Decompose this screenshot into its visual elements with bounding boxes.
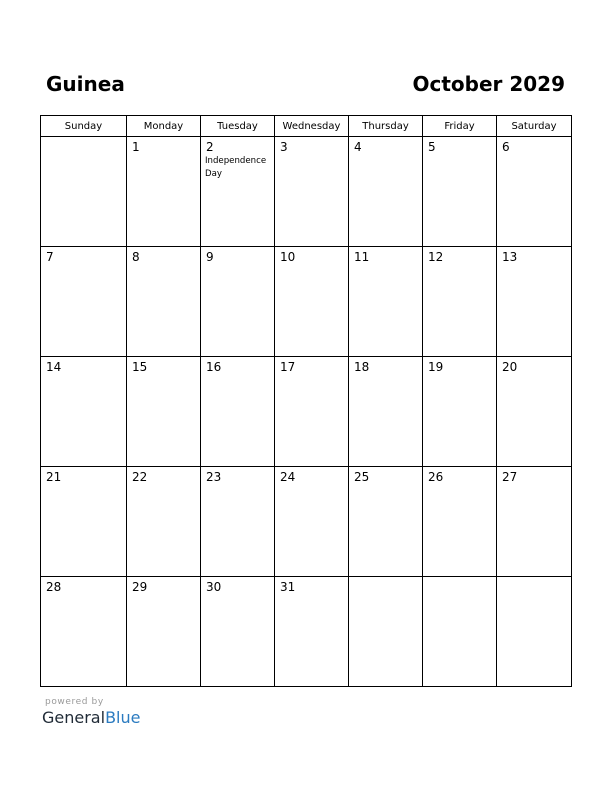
day-cell bbox=[41, 357, 127, 467]
day-cell bbox=[41, 467, 127, 577]
week-row bbox=[41, 467, 572, 577]
day-number: 16 bbox=[206, 360, 222, 374]
weekday-header-friday: Friday bbox=[423, 116, 497, 137]
weekday-header-row bbox=[41, 116, 572, 137]
day-number: 19 bbox=[428, 360, 444, 374]
day-cell bbox=[349, 247, 423, 357]
week-row bbox=[41, 247, 572, 357]
calendar-grid bbox=[40, 115, 572, 687]
day-cell bbox=[497, 357, 572, 467]
day-number bbox=[349, 577, 422, 580]
weekday-header-saturday: Saturday bbox=[497, 116, 572, 137]
generalblue-logo bbox=[42, 708, 140, 728]
day-cell bbox=[349, 357, 423, 467]
day-number bbox=[423, 577, 496, 580]
weekday-header-sunday: Sunday bbox=[41, 116, 127, 137]
weekday-header-thursday: Thursday bbox=[349, 116, 423, 137]
day-number: 28 bbox=[46, 580, 62, 594]
day-cell bbox=[41, 137, 127, 247]
month-year-title: October 2029 bbox=[412, 72, 565, 96]
day-number: 9 bbox=[206, 250, 214, 264]
day-number: 10 bbox=[280, 250, 296, 264]
day-cell bbox=[201, 137, 275, 247]
day-number: 6 bbox=[502, 140, 510, 154]
day-number: 11 bbox=[354, 250, 370, 264]
day-cell bbox=[201, 357, 275, 467]
day-cell bbox=[127, 467, 201, 577]
weekday-header-wednesday: Wednesday bbox=[275, 116, 349, 137]
day-number: 20 bbox=[502, 360, 518, 374]
day-number: 27 bbox=[502, 470, 518, 484]
day-cell bbox=[423, 357, 497, 467]
day-cell bbox=[127, 357, 201, 467]
day-number bbox=[41, 137, 126, 140]
day-number: 18 bbox=[354, 360, 370, 374]
week-row bbox=[41, 577, 572, 687]
day-cell bbox=[41, 247, 127, 357]
day-cell bbox=[349, 577, 423, 687]
day-number: 21 bbox=[46, 470, 62, 484]
day-cell bbox=[349, 467, 423, 577]
day-cell bbox=[423, 247, 497, 357]
day-number: 3 bbox=[280, 140, 288, 154]
country-title: Guinea bbox=[46, 72, 125, 96]
day-number: 13 bbox=[502, 250, 518, 264]
holiday-label: Independence Day bbox=[205, 156, 267, 179]
day-cell bbox=[201, 467, 275, 577]
day-number bbox=[497, 577, 571, 580]
day-number: 25 bbox=[354, 470, 370, 484]
day-number: 7 bbox=[46, 250, 54, 264]
day-number: 24 bbox=[280, 470, 296, 484]
day-cell bbox=[127, 577, 201, 687]
day-cell bbox=[349, 137, 423, 247]
day-cell bbox=[41, 577, 127, 687]
day-number: 23 bbox=[206, 470, 222, 484]
day-cell bbox=[497, 247, 572, 357]
weekday-header-tuesday: Tuesday bbox=[201, 116, 275, 137]
day-cell bbox=[275, 577, 349, 687]
day-number: 12 bbox=[428, 250, 444, 264]
powered-by-text: powered by bbox=[45, 697, 104, 707]
day-cell bbox=[497, 137, 572, 247]
day-cell bbox=[497, 577, 572, 687]
day-number: 30 bbox=[206, 580, 222, 594]
day-number: 31 bbox=[280, 580, 296, 594]
day-cell bbox=[201, 247, 275, 357]
day-number: 17 bbox=[280, 360, 296, 374]
day-number: 26 bbox=[428, 470, 444, 484]
day-cell bbox=[201, 577, 275, 687]
day-number: 2 bbox=[206, 140, 214, 154]
brand-general-text: General bbox=[42, 708, 106, 727]
week-row bbox=[41, 137, 572, 247]
day-number: 29 bbox=[132, 580, 148, 594]
day-number: 22 bbox=[132, 470, 148, 484]
day-cell bbox=[423, 137, 497, 247]
day-cell bbox=[275, 467, 349, 577]
day-number: 5 bbox=[428, 140, 436, 154]
weekday-header-monday: Monday bbox=[127, 116, 201, 137]
day-cell bbox=[127, 137, 201, 247]
week-row bbox=[41, 357, 572, 467]
day-number: 15 bbox=[132, 360, 148, 374]
day-cell bbox=[127, 247, 201, 357]
day-cell bbox=[275, 137, 349, 247]
day-number: 4 bbox=[354, 140, 362, 154]
day-number: 8 bbox=[132, 250, 140, 264]
day-cell bbox=[423, 467, 497, 577]
day-cell bbox=[497, 467, 572, 577]
day-number: 1 bbox=[132, 140, 140, 154]
day-cell bbox=[275, 247, 349, 357]
day-number: 14 bbox=[46, 360, 62, 374]
day-cell bbox=[275, 357, 349, 467]
day-cell bbox=[423, 577, 497, 687]
brand-blue-text: Blue bbox=[105, 708, 141, 727]
